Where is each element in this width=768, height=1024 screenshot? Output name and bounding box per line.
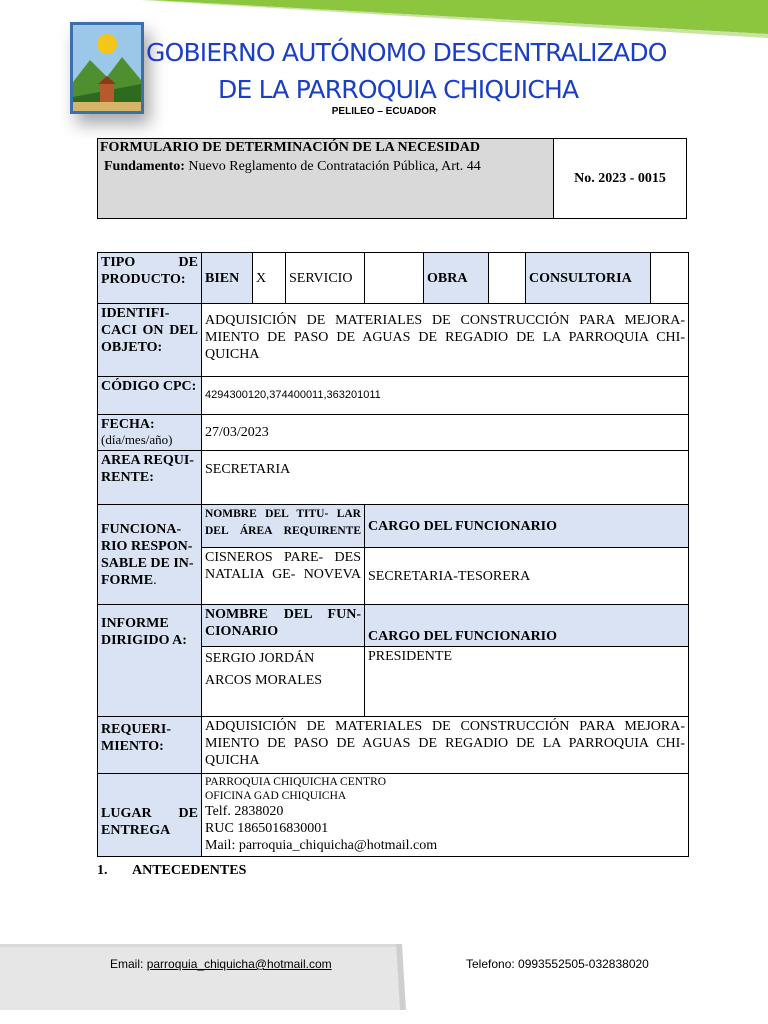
servicio-label: SERVICIO [286,253,365,304]
lugar-line5: Mail: parroquia_chiquicha@hotmail.com [205,838,438,853]
form-header-box [97,138,687,219]
form-header-left [98,139,554,218]
lugar-line4: RUC 1865016830001 [205,821,329,836]
area-value: SECRETARIA [202,451,689,505]
form-table [97,252,689,857]
lugar-value [202,774,689,857]
bien-label: BIEN [202,253,253,304]
consultoria-mark [651,253,689,304]
lugar-line1: PARROQUIA CHIQUICHA CENTRO [205,776,387,788]
footer-bar [0,940,768,1010]
section-number: 1. [97,863,108,878]
titular-name: CISNEROS PARE- DES NATALIA GE- NOVEVA [202,548,365,605]
fecha-label: FECHA: [101,417,155,432]
lugar-label: LUGAR DE ENTREGA [98,774,202,857]
informe-label: INFORME DIRIGIDO A: [98,605,202,717]
footer-email-label: Email: [110,957,147,971]
obra-mark [489,253,526,304]
fecha-sub: (día/mes/año) [101,432,173,447]
req-value: ADQUISICIÓN DE MATERIALES DE CONSTRUCCIÓN PARA MEJORA- MIENTO DE PASO DE AGUAS DE REGADIO DE LA PARROQUIA CHI- QUICHA [202,717,689,774]
section-title: ANTECEDENTES [132,863,247,878]
cpc-label: CÓDIGO CPC: [98,377,202,415]
fecha-value: 27/03/2023 [202,415,689,451]
section-heading [97,863,246,879]
nombre-titular-label: NOMBRE DEL TITU- LAR DEL ÁREA REQUIRENTE [202,505,365,548]
objeto-value: ADQUISICIÓN DE MATERIALES DE CONSTRUCCIÓN PARA MEJORA- MIENTO DE PASO DE AGUAS DE REGADIO DE LA PARROQUIA CHI- QUICHA [202,304,689,377]
fecha-label-cell [98,415,202,451]
nombre-func-label: NOMBRE DEL FUN- CIONARIO [202,605,365,647]
page-title-line1: GOBIERNO AUTÓNOMO DESCENTRALIZADO [146,38,667,67]
lugar-line3: Telf. 2838020 [205,804,284,819]
footer-email-link[interactable]: parroquia_chiquicha@hotmail.com [146,957,332,971]
area-label: AREA REQUI- RENTE: [98,451,202,505]
fundamento-text: Nuevo Reglamento de Contratación Pública, Art. 44 [184,159,481,174]
page-title-line2: DE LA PARROQUIA CHIQUICHA [218,75,579,104]
fundamento [100,159,551,175]
dirigido-cargo: PRESIDENTE [365,647,689,717]
bien-mark: X [253,253,286,304]
req-label: REQUERI- MIENTO: [98,717,202,774]
consultoria-label: CONSULTORIA [526,253,651,304]
dirigido-name: SERGIO JORDÁN ARCOS MORALES [202,647,365,717]
titular-cargo: SECRETARIA-TESORERA [365,548,689,605]
obra-label: OBRA [424,253,489,304]
form-number: No. 2023 - 0015 [574,170,666,186]
parish-emblem-icon [70,22,144,114]
cargo-label-2: CARGO DEL FUNCIONARIO [365,605,689,647]
funcionario-label-cell [98,505,202,605]
cpc-value: 4294300120,374400011,363201011 [202,377,689,415]
lugar-line2: OFICINA GAD CHIQUICHA [205,790,347,802]
funcionario-label: FUNCIONA- RIO RESPON- SABLE DE IN- FORME [101,521,194,588]
cargo-label-1: CARGO DEL FUNCIONARIO [365,505,689,548]
form-title: FORMULARIO DE DETERMINACIÓN DE LA NECESIDAD [100,140,480,155]
tipo-label: TIPO DE PRODUCTO: [98,253,202,304]
page-subtitle: PELILEO – ECUADOR [331,106,437,117]
funcionario-label-end: . [153,572,157,588]
footer-phone: Telefono: 0993552505-032838020 [466,957,649,971]
footer-email [110,957,332,971]
fundamento-label: Fundamento: [104,159,185,174]
objeto-label: IDENTIFI- CACI ON DEL OBJETO: [98,304,202,377]
servicio-mark [365,253,424,304]
